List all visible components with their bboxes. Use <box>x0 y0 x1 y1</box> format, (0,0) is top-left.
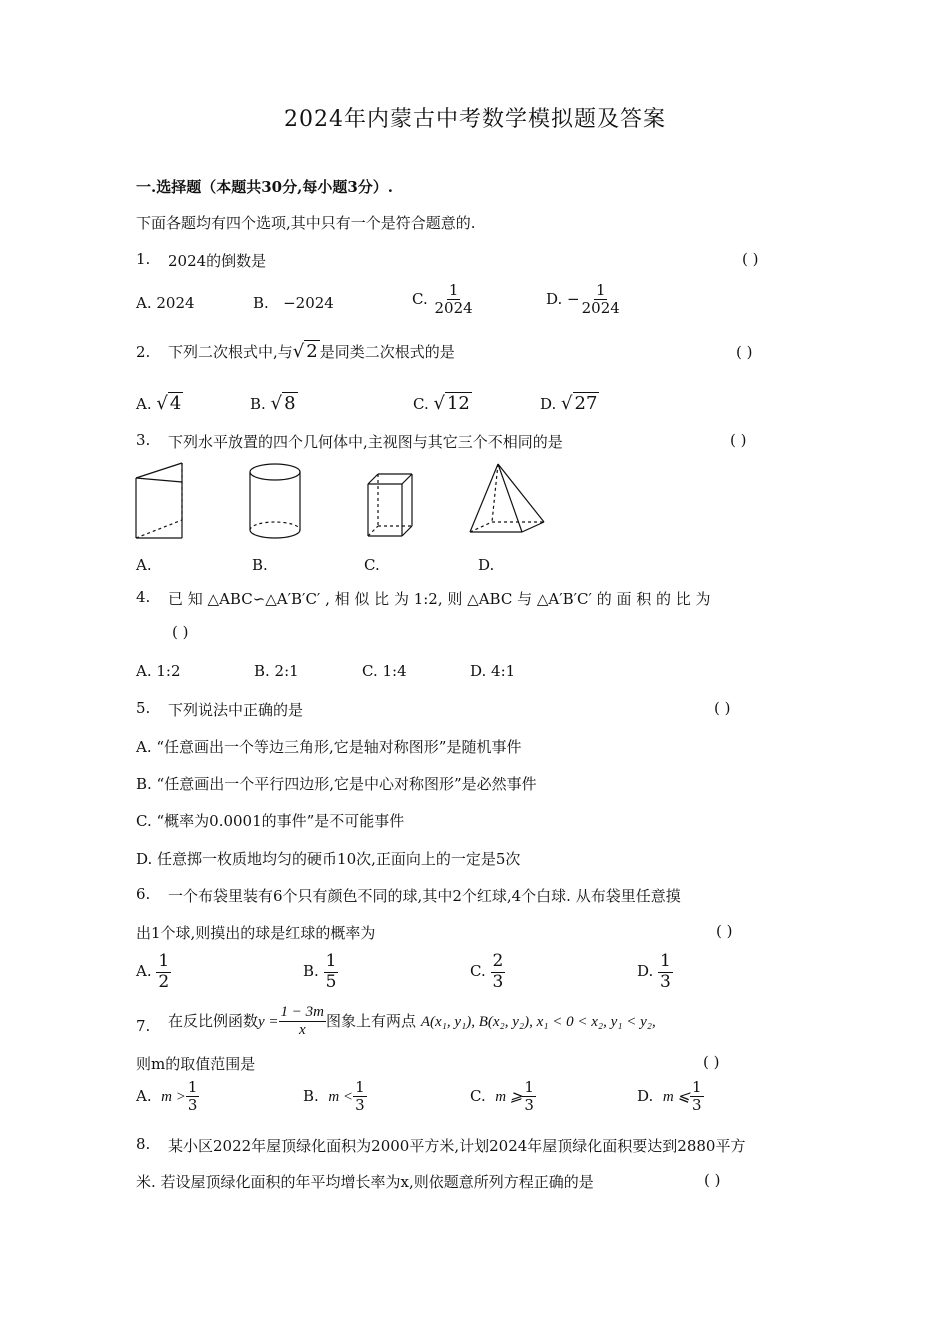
cylinder-figure <box>246 462 304 542</box>
q3-option-c: C. <box>364 556 380 574</box>
q2-option-d: D. √ 27 <box>540 393 598 414</box>
q8-stem-line1: 某小区2022年屋顶绿化面积为2000平方米,计划2024年屋顶绿化面积要达到2880平方 <box>168 1137 746 1155</box>
q3-number: 3. <box>136 431 151 449</box>
q6-option-c: C. $\frac{2}{3}$ <box>470 951 504 992</box>
q5-answer-paren: ( ) <box>714 699 731 717</box>
q2-option-c: C. √ 12 <box>413 393 470 414</box>
q5-number: 5. <box>136 699 151 717</box>
q6-number: 6. <box>136 885 151 903</box>
q7-number: 7. <box>136 1017 151 1035</box>
q3-answer-paren: ( ) <box>730 431 747 449</box>
q2-number: 2. <box>136 343 151 361</box>
q1-option-a: A. 2024 <box>136 294 195 312</box>
q2-option-a: A. √ 4 <box>136 393 182 414</box>
q1-option-d: D. − $\frac{1}{2024}$ <box>546 281 620 318</box>
q4-option-c: C. 1:4 <box>362 662 407 680</box>
q4-option-b: B. 2:1 <box>254 662 299 680</box>
q4-option-a: A. 1:2 <box>136 662 181 680</box>
q5-option-c: C. “概率为0.0001的事件”是不可能事件 <box>136 812 405 830</box>
q8-stem-line2: 米. 若设屋顶绿化面积的年平均增长率为x,则依题意所列方程正确的是 <box>136 1173 594 1191</box>
q1-answer-paren: ( ) <box>742 250 759 268</box>
q4-number: 4. <box>136 588 151 606</box>
q4-option-d: D. 4:1 <box>470 662 516 680</box>
q8-number: 8. <box>136 1135 151 1153</box>
q6-stem-line2: 出1个球,则摸出的球是红球的概率为 <box>136 924 376 942</box>
q2-stem: 下列二次根式中,与√ 2 是同类二次根式的是 <box>168 341 455 362</box>
q5-option-d: D. 任意掷一枚质地均匀的硬币10次,正面向上的一定是5次 <box>136 850 521 868</box>
q7-stem-line2: 则m的取值范围是 <box>136 1055 256 1073</box>
section-heading: 一.选择题（本题共30分,每小题3分）. <box>136 178 393 196</box>
q7-option-a: A. m > $\frac{1}{3}$ <box>136 1078 198 1115</box>
q3-option-a: A. <box>136 556 152 574</box>
q7-stem: 在反比例函数y = $\frac{1 - 3m}{x}$ 图象上有两点 A(x₁, y₁), B(x₂, y₂), x₁ < 0 < x₂, y₁ < y₂, <box>168 1004 656 1039</box>
q6-option-a: A. $\frac{1}{2}$ <box>136 951 170 992</box>
q4-stem: 已 知 △ABC∽△A′B′C′ , 相 似 比 为 1:2, 则 △ABC 与 △A′B′C′ 的 面 积 的 比 为 <box>168 590 711 608</box>
q1-option-b: B. −2024 <box>253 294 334 312</box>
q8-answer-paren: ( ) <box>704 1171 721 1189</box>
q4-answer-paren: ( ) <box>172 623 189 641</box>
q7-option-d: D. m ⩽ $\frac{1}{3}$ <box>637 1078 702 1115</box>
pyramid-figure <box>466 460 548 538</box>
q2-option-b: B. √ 8 <box>250 393 296 414</box>
q6-answer-paren: ( ) <box>716 922 733 940</box>
q7-answer-paren: ( ) <box>703 1053 720 1071</box>
q2-answer-paren: ( ) <box>736 343 753 361</box>
section-intro: 下面各题均有四个选项,其中只有一个是符合题意的. <box>136 214 476 232</box>
q1-number: 1. <box>136 250 151 268</box>
q6-stem-line1: 一个布袋里装有6个只有颜色不同的球,其中2个红球,4个白球. 从布袋里任意摸 <box>168 887 681 905</box>
q1-stem: 2024的倒数是 <box>168 252 267 270</box>
q5-option-b: B. “任意画出一个平行四边形,它是中心对称图形”是必然事件 <box>136 775 537 793</box>
q6-option-d: D. $\frac{1}{3}$ <box>637 951 671 992</box>
q5-option-a: A. “任意画出一个等边三角形,它是轴对称图形”是随机事件 <box>136 738 522 756</box>
q3-option-d: D. <box>478 556 495 574</box>
triangular-prism-figure <box>130 460 190 545</box>
q5-stem: 下列说法中正确的是 <box>168 701 304 719</box>
q7-option-c: C. m ⩾ $\frac{1}{3}$ <box>470 1078 534 1115</box>
cuboid-figure <box>364 470 419 540</box>
q6-option-b: B. $\frac{1}{5}$ <box>303 951 337 992</box>
q3-stem: 下列水平放置的四个几何体中,主视图与其它三个不相同的是 <box>168 433 563 451</box>
q1-option-c: C. $\frac{1}{2024}$ <box>412 281 473 318</box>
page-title: 2024年内蒙古中考数学模拟题及答案 <box>284 107 666 132</box>
q7-option-b: B. m < $\frac{1}{3}$ <box>303 1078 365 1115</box>
q3-option-b: B. <box>252 556 268 574</box>
